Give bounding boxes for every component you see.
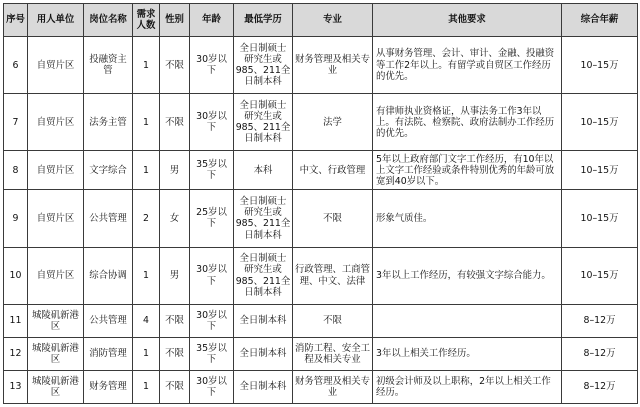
table-row: [4, 190, 638, 247]
cell-requirements: [373, 304, 562, 337]
cell-age: 30岁以下: [190, 370, 234, 403]
cell-unit: 城陵矶新港区: [28, 370, 84, 403]
header-unit: 用人单位: [28, 4, 84, 37]
table-row: [4, 94, 638, 151]
header-position: 岗位名称: [84, 4, 133, 37]
cell-education: 全日制本科: [234, 337, 293, 370]
cell-count: 1: [133, 37, 160, 94]
cell-unit: 城陵矶新港区: [28, 304, 84, 337]
cell-no: 11: [4, 304, 28, 337]
cell-no: 6: [4, 37, 28, 94]
cell-major: 不限: [293, 304, 373, 337]
cell-unit: 城陵矶新港区: [28, 337, 84, 370]
cell-salary: 8–12万: [562, 370, 638, 403]
cell-major: 财务管理及相关专业: [293, 37, 373, 94]
cell-salary: 10–15万: [562, 94, 638, 151]
cell-requirements: 5年以上政府部门文字工作经历，有10年以上文字工作经验或条件特别优秀的年龄可放宽到40岁以下。: [373, 151, 562, 190]
cell-education: 全日制硕士研究生或985、211全日制本科: [234, 247, 293, 304]
cell-count: 2: [133, 190, 160, 247]
table-row: [4, 370, 638, 403]
cell-count: 1: [133, 94, 160, 151]
cell-requirements: 从事财务管理、会计、审计、金融、投融资等工作2年以上。有留学或自贸区工作经历的优先。: [373, 37, 562, 94]
cell-no: 13: [4, 370, 28, 403]
cell-count: 1: [133, 151, 160, 190]
cell-requirements: 3年以上工作经历，有较强文字综合能力。: [373, 247, 562, 304]
header-requirements: 其他要求: [373, 4, 562, 37]
cell-no: 9: [4, 190, 28, 247]
cell-education: 全日制本科: [234, 370, 293, 403]
cell-major: 法学: [293, 94, 373, 151]
cell-major: 不限: [293, 190, 373, 247]
cell-position: 公共管理: [84, 190, 133, 247]
cell-age: 25岁以下: [190, 190, 234, 247]
cell-count: 1: [133, 247, 160, 304]
cell-unit: 自贸片区: [28, 190, 84, 247]
cell-gender: 不限: [160, 370, 190, 403]
cell-education: 全日制硕士研究生或985、211全日制本科: [234, 94, 293, 151]
cell-position: 消防管理: [84, 337, 133, 370]
cell-education: 全日制硕士研究生或985、211全日制本科: [234, 37, 293, 94]
cell-gender: 不限: [160, 337, 190, 370]
cell-salary: 8–12万: [562, 337, 638, 370]
cell-age: 30岁以下: [190, 37, 234, 94]
header-age: 年龄: [190, 4, 234, 37]
cell-count: 1: [133, 337, 160, 370]
cell-salary: 8–12万: [562, 304, 638, 337]
cell-gender: 女: [160, 190, 190, 247]
cell-gender: 不限: [160, 37, 190, 94]
table-row: [4, 247, 638, 304]
cell-education: 本科: [234, 151, 293, 190]
cell-no: 8: [4, 151, 28, 190]
cell-gender: 男: [160, 151, 190, 190]
cell-requirements: 3年以上相关工作经历。: [373, 337, 562, 370]
header-no: 序号: [4, 4, 28, 37]
table-row: [4, 304, 638, 337]
cell-salary: 10–15万: [562, 190, 638, 247]
header-major: 专业: [293, 4, 373, 37]
cell-major: 财务管理及相关专业: [293, 370, 373, 403]
header-count: 需求人数: [133, 4, 160, 37]
cell-position: 投融资主管: [84, 37, 133, 94]
cell-unit: 自贸片区: [28, 94, 84, 151]
table-row: [4, 337, 638, 370]
cell-salary: 10–15万: [562, 37, 638, 94]
table-header-row: [4, 4, 638, 37]
cell-age: 30岁以下: [190, 247, 234, 304]
cell-gender: 男: [160, 247, 190, 304]
header-gender: 性别: [160, 4, 190, 37]
cell-unit: 自贸片区: [28, 151, 84, 190]
cell-position: 综合协调: [84, 247, 133, 304]
cell-gender: 不限: [160, 94, 190, 151]
cell-age: 35岁以下: [190, 337, 234, 370]
cell-age: 35岁以下: [190, 151, 234, 190]
cell-salary: 10–15万: [562, 151, 638, 190]
cell-age: 30岁以下: [190, 94, 234, 151]
cell-major: 中文、行政管理: [293, 151, 373, 190]
cell-unit: 自贸片区: [28, 247, 84, 304]
cell-gender: 不限: [160, 304, 190, 337]
cell-salary: 10–15万: [562, 247, 638, 304]
header-education: 最低学历: [234, 4, 293, 37]
cell-no: 10: [4, 247, 28, 304]
cell-unit: 自贸片区: [28, 37, 84, 94]
cell-position: 公共管理: [84, 304, 133, 337]
cell-major: 行政管理、工商管理、中文、法律: [293, 247, 373, 304]
cell-age: 30岁以下: [190, 304, 234, 337]
cell-count: 1: [133, 370, 160, 403]
cell-requirements: 形象气质佳。: [373, 190, 562, 247]
cell-education: 全日制本科: [234, 304, 293, 337]
cell-position: 财务管理: [84, 370, 133, 403]
recruitment-table: [3, 3, 638, 404]
cell-requirements: 初级会计师及以上职称，2年以上相关工作经历。: [373, 370, 562, 403]
header-salary: 综合年薪: [562, 4, 638, 37]
cell-position: 法务主管: [84, 94, 133, 151]
cell-education: 全日制硕士研究生或985、211全日制本科: [234, 190, 293, 247]
cell-no: 7: [4, 94, 28, 151]
table-row: [4, 151, 638, 190]
cell-requirements: 有律师执业资格证，从事法务工作3年以上。有法院、检察院、政府法制办工作经历的优先。: [373, 94, 562, 151]
cell-count: 4: [133, 304, 160, 337]
cell-no: 12: [4, 337, 28, 370]
cell-position: 文字综合: [84, 151, 133, 190]
cell-major: 消防工程、安全工程及相关专业: [293, 337, 373, 370]
table-row: [4, 37, 638, 94]
